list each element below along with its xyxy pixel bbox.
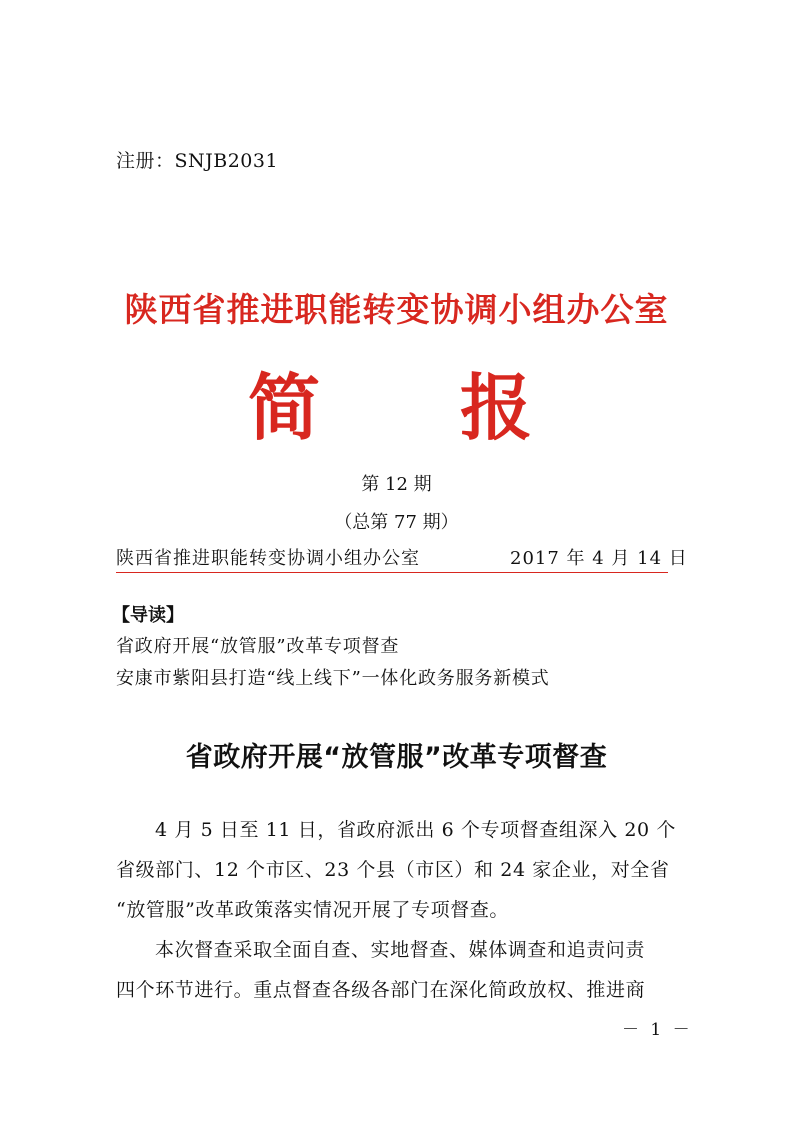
article-line: 4 月 5 日至 11 日，省政府派出 6 个专项督查组深入 20 个 bbox=[155, 819, 676, 841]
registration-number: 注册：SNJB2031 bbox=[116, 150, 279, 172]
page-number: － 1 － bbox=[622, 1020, 693, 1040]
issue-number: 第 12 期 bbox=[361, 474, 432, 495]
issuer-line: 陕西省推进职能转变协调小组办公室 bbox=[116, 548, 420, 569]
bulletin-title-char-bao: 报 bbox=[460, 366, 533, 450]
article-line: 本次督查采取全面自查、实地督查、媒体调查和追责问责 bbox=[155, 939, 646, 961]
guide-heading: 【导读】 bbox=[112, 605, 184, 626]
article-title: 省政府开展“放管服”改革专项督查 bbox=[185, 742, 608, 773]
bulletin-title-char-jian: 简 bbox=[248, 366, 321, 450]
issue-date: 2017 年 4 月 14 日 bbox=[510, 548, 688, 569]
article-line: “放管服”改革政策落实情况开展了专项督查。 bbox=[116, 899, 510, 921]
article-line: 四个环节进行。重点督查各级各部门在深化简政放权、推进商 bbox=[116, 979, 646, 1001]
total-issue-number: （总第 77 期） bbox=[334, 512, 459, 533]
guide-item: 安康市紫阳县打造“线上线下”一体化政务服务新模式 bbox=[116, 668, 550, 689]
header-divider bbox=[116, 572, 668, 573]
article-line: 省级部门、12 个市区、23 个县（市区）和 24 家企业，对全省 bbox=[116, 859, 670, 881]
guide-item: 省政府开展“放管服”改革专项督查 bbox=[116, 636, 400, 657]
issuing-office-title: 陕西省推进职能转变协调小组办公室 bbox=[124, 290, 669, 329]
